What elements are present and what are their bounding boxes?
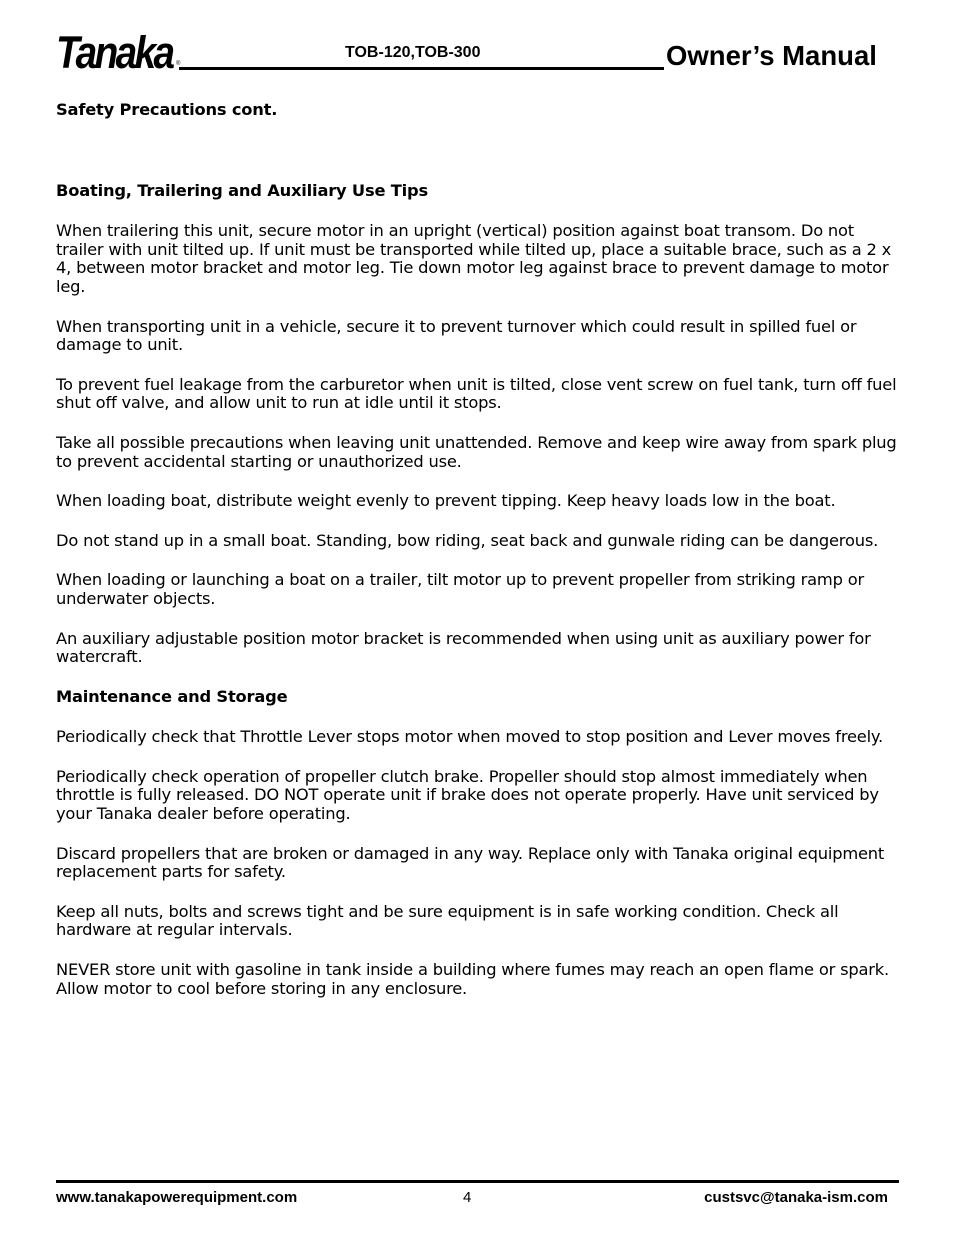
section-heading-safety: Safety Precautions cont. <box>56 100 278 119</box>
paragraph: To prevent fuel leakage from the carburetor when unit is tilted, close vent screw on fuel tank, turn off fuel shut off valve, and allow unit to run at idle until it stops. <box>56 374 897 413</box>
paragraph: An auxiliary adjustable position motor bracket is recommended when using unit as auxiliary power for watercraft. <box>56 628 871 667</box>
model-number: TOB-120,TOB-300 <box>345 44 481 61</box>
paragraph: Discard propellers that are broken or damaged in any way. Replace only with Tanaka original equipment replacement parts for safety. <box>56 843 885 882</box>
paragraph: Periodically check that Throttle Lever stops motor when moved to stop position and Lever moves freely. <box>56 727 884 747</box>
paragraph: When trailering this unit, secure motor in an upright (vertical) position against boat transom. Do not trailer with unit tilted up. If unit must be transported while tilted up, place a suitable brace, such as a 2 x 4, between motor bracket and motor leg. Tie down motor leg against brace to prevent damage to motor leg. <box>56 221 892 296</box>
registered-mark: ® <box>176 61 181 67</box>
email-link[interactable]: custsvc@tanaka-ism.com <box>704 1189 888 1206</box>
paragraph: Do not stand up in a small boat. Standing, bow riding, seat back and gunwale riding can be dangerous. <box>56 530 879 550</box>
footer-rule <box>56 1180 899 1183</box>
paragraph: When loading or launching a boat on a trailer, tilt motor up to prevent propeller from striking ramp or underwater objects. <box>56 570 864 608</box>
paragraph: When transporting unit in a vehicle, secure it to prevent turnover which could result in spilled fuel or damage to unit. <box>56 316 857 355</box>
page-content <box>56 101 904 998</box>
page-header <box>56 28 898 76</box>
document-title: Owner’s Manual <box>666 40 877 71</box>
paragraph: NEVER store unit with gasoline in tank inside a building where fumes may reach an open flame or spark. Allow motor to cool before storing in any enclosure. <box>56 960 889 998</box>
paragraph: Take all possible precautions when leaving unit unattended. Remove and keep wire away from spark plug to prevent accidental starting or unauthorized use. <box>56 432 897 471</box>
brand-logo: Tanaka <box>56 27 173 78</box>
section-heading-maintenance: Maintenance and Storage <box>56 686 288 706</box>
section-heading-boating: Boating, Trailering and Auxiliary Use Tips <box>56 180 428 200</box>
header-rule <box>179 67 664 70</box>
paragraph: Periodically check operation of propeller clutch brake. Propeller should stop almost immediately when throttle is fully released. DO NOT operate unit if brake does not operate properly. Have unit serviced by your Tanaka dealer before operating. <box>56 766 879 824</box>
website-link[interactable]: www.tanakapowerequipment.com <box>56 1189 298 1206</box>
paragraph: When loading boat, distribute weight evenly to prevent tipping. Keep heavy loads low in the boat. <box>56 491 836 511</box>
paragraph: Keep all nuts, bolts and screws tight and be sure equipment is in safe working condition. Check all hardware at regular intervals. <box>56 901 839 940</box>
page-number: 4 <box>463 1189 472 1206</box>
